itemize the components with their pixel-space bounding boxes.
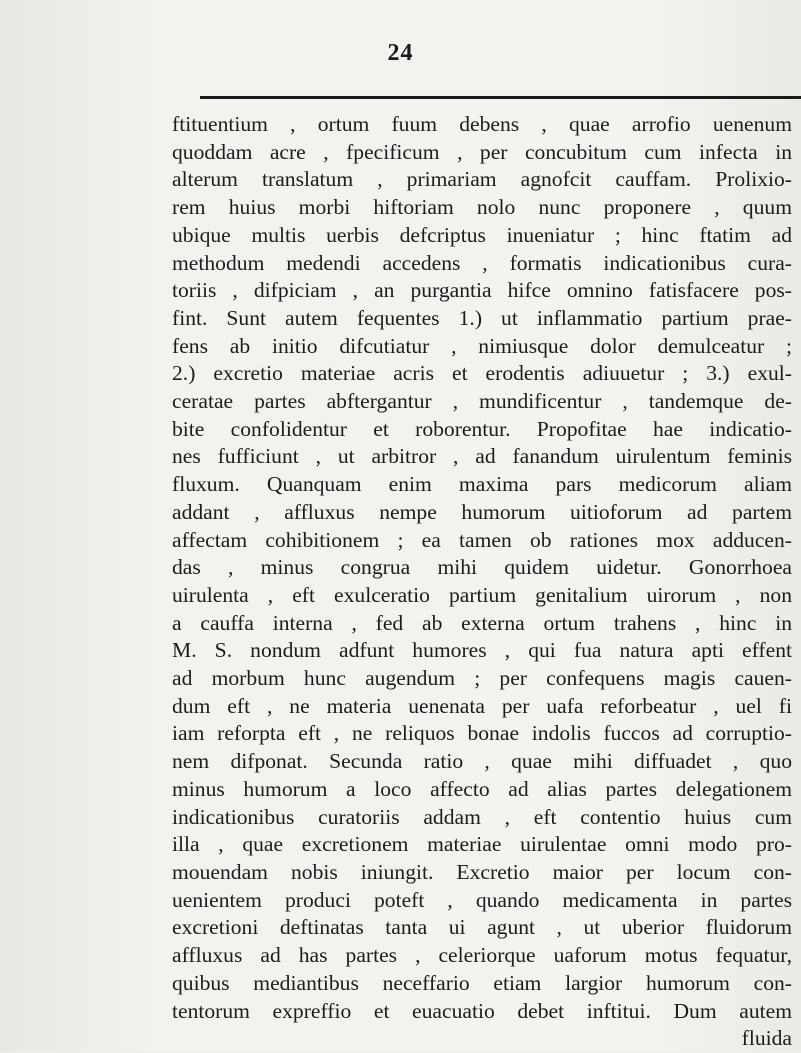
page-header <box>0 40 801 67</box>
text-line: ceratae partes abftergantur , mundificentur , tandemque de- <box>172 389 792 414</box>
text-line: nem difponat. Secunda ratio , quae mihi diffuadet , quo <box>172 749 792 774</box>
text-line: nes fufficiunt , ut arbitror , ad fanandum uirulentum feminis <box>172 444 792 469</box>
text-line: quibus mediantibus neceffario etiam largior humorum con- <box>172 970 792 995</box>
text-line: methodum medendi accedens , formatis indicationibus cura- <box>172 250 792 275</box>
text-line: fint. Sunt autem fequentes 1.) ut inflammatio partium prae- <box>172 305 792 330</box>
text-line: iam reforpta eft , ne reliquos bonae indolis fuccos ad corruptio- <box>172 721 792 746</box>
text-line: quoddam acre , fpecificum , per concubitum cum infecta in <box>172 139 792 164</box>
text-line: ftituentium , ortum fuum debens , quae arrofio uenenum <box>172 112 792 136</box>
text-line: excretioni deftinatas tanta ui agunt , ut uberior fluidorum <box>172 915 792 940</box>
text-line: fens ab initio difcutiatur , nimiusque dolor demulceatur ; <box>172 333 792 358</box>
body-text <box>172 111 792 1053</box>
text-line: affectam cohibitionem ; ea tamen ob rationes mox adducen- <box>172 527 792 552</box>
page-number: 24 <box>387 40 414 66</box>
text-line: fluida <box>741 1026 792 1051</box>
text-line: fluxum. Quanquam enim maxima pars medicorum aliam <box>172 472 792 497</box>
text-line: dum eft , ne materia uenenata per uafa reforbeatur , uel fi <box>172 693 792 718</box>
text-line: addant , affluxus nempe humorum uitioforum ad partem <box>172 499 792 524</box>
text-line: affluxus ad has partes , celeriorque uaforum motus fequatur, <box>172 943 792 968</box>
text-line: indicationibus curatoriis addam , eft contentio huius cum <box>172 804 792 829</box>
text-line: uirulenta , eft exulceratio partium genitalium uirorum , non <box>172 582 792 607</box>
text-line: rem huius morbi hiftoriam nolo nunc proponere , quum <box>172 195 792 220</box>
text-line: 2.) excretio materiae acris et erodentis adiuuetur ; 3.) exul- <box>172 361 792 386</box>
header-rule <box>200 96 801 99</box>
text-line: das , minus congrua mihi quidem uidetur. Gonorrhoea <box>172 555 792 580</box>
text-line: a cauffa interna , fed ab externa ortum trahens , hinc in <box>172 610 792 635</box>
text-line: tentorum expreffio et euacuatio debet inftitui. Dum autem <box>172 998 792 1023</box>
text-line: ubique multis uerbis defcriptus inueniatur ; hinc ftatim ad <box>172 222 792 247</box>
text-line: illa , quae excretionem materiae uirulentae omni modo pro- <box>172 832 792 857</box>
text-line: mouendam nobis iniungit. Excretio maior per locum con- <box>172 859 792 884</box>
text-line: ad morbum hunc augendum ; per confequens magis cauen- <box>172 666 792 691</box>
text-line: bite confolidentur et roborentur. Propofitae hae indicatio- <box>172 416 792 441</box>
text-line: toriis , difpiciam , an purgantia hifce omnino fatisfacere pos- <box>172 278 792 303</box>
text-line: M. S. nondum adfunt humores , qui fua natura apti effent <box>172 638 792 663</box>
text-line: alterum translatum , primariam agnofcit cauffam. Prolixio- <box>172 167 792 192</box>
text-line: uenientem produci poteft , quando medicamenta in partes <box>172 887 792 912</box>
text-line: minus humorum a loco affecto ad alias partes delegationem <box>172 776 792 801</box>
